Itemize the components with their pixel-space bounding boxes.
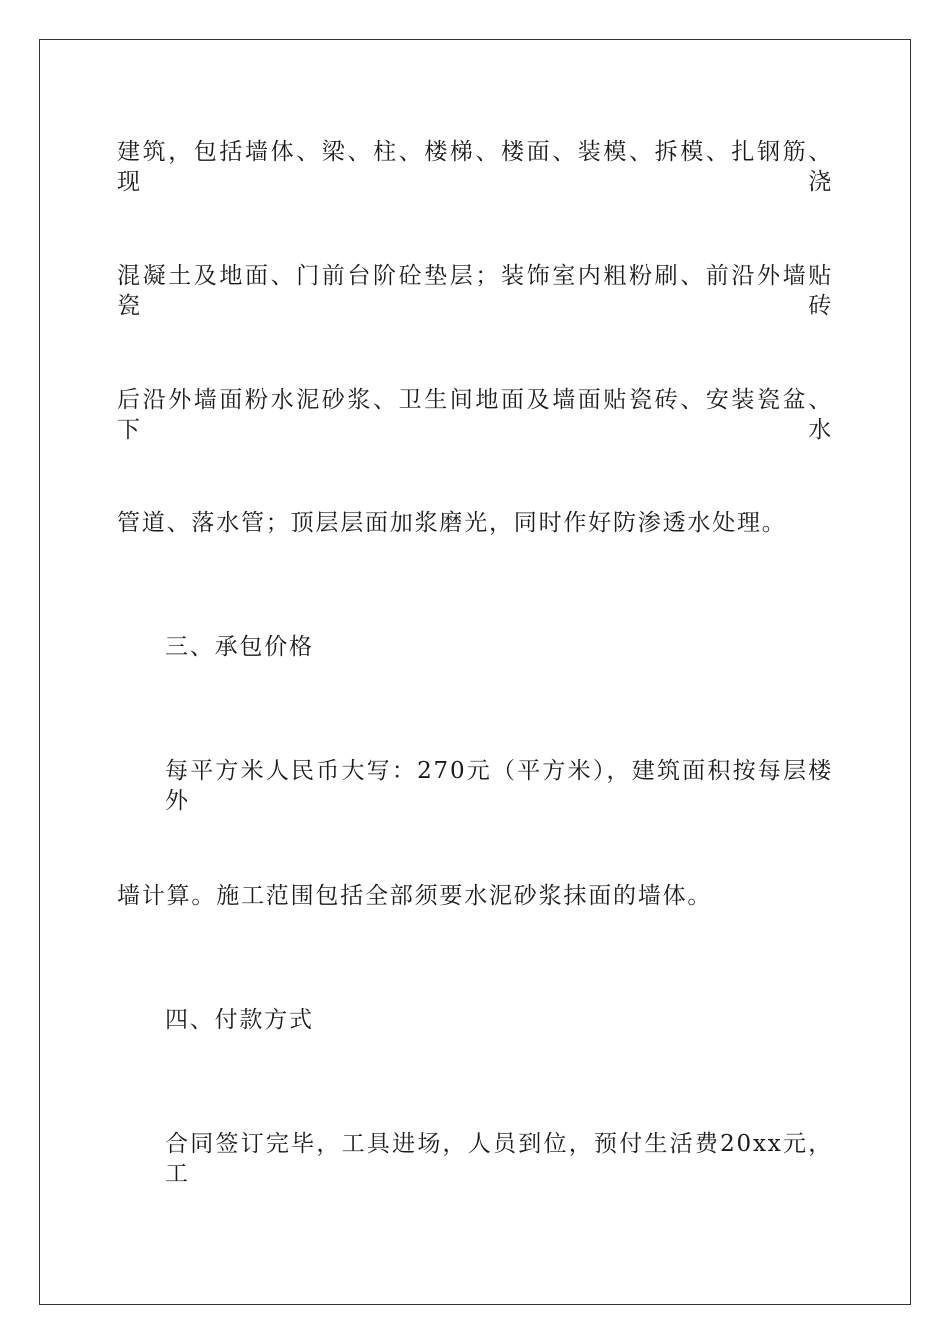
body-text-line: 建筑，包括墙体、梁、柱、楼梯、楼面、装模、拆模、扎钢筋、现浇 — [117, 139, 833, 195]
body-text-line: 合同签订完毕，工具进场，人员到位，预付生活费20xx元，工 — [165, 1131, 833, 1187]
body-text-line: 后沿外墙面粉水泥砂浆、卫生间地面及墙面贴瓷砖、安装瓷盆、下水 — [117, 387, 833, 443]
section-heading-payment: 四、付款方式 — [165, 1007, 314, 1033]
body-text-line: 墙计算。施工范围包括全部须要水泥砂浆抹面的墙体。 — [117, 883, 713, 909]
section-heading-price: 三、承包价格 — [165, 634, 314, 660]
body-text-line: 管道、落水管；顶层层面加浆磨光，同时作好防渗透水处理。 — [117, 510, 787, 536]
page-border — [39, 39, 911, 1305]
body-text-line: 混凝土及地面、门前台阶砼垫层；装饰室内粗粉刷、前沿外墙贴瓷砖 — [117, 263, 833, 319]
body-text-line: 每平方米人民币大写：270元（平方米），建筑面积按每层楼外 — [165, 758, 833, 814]
